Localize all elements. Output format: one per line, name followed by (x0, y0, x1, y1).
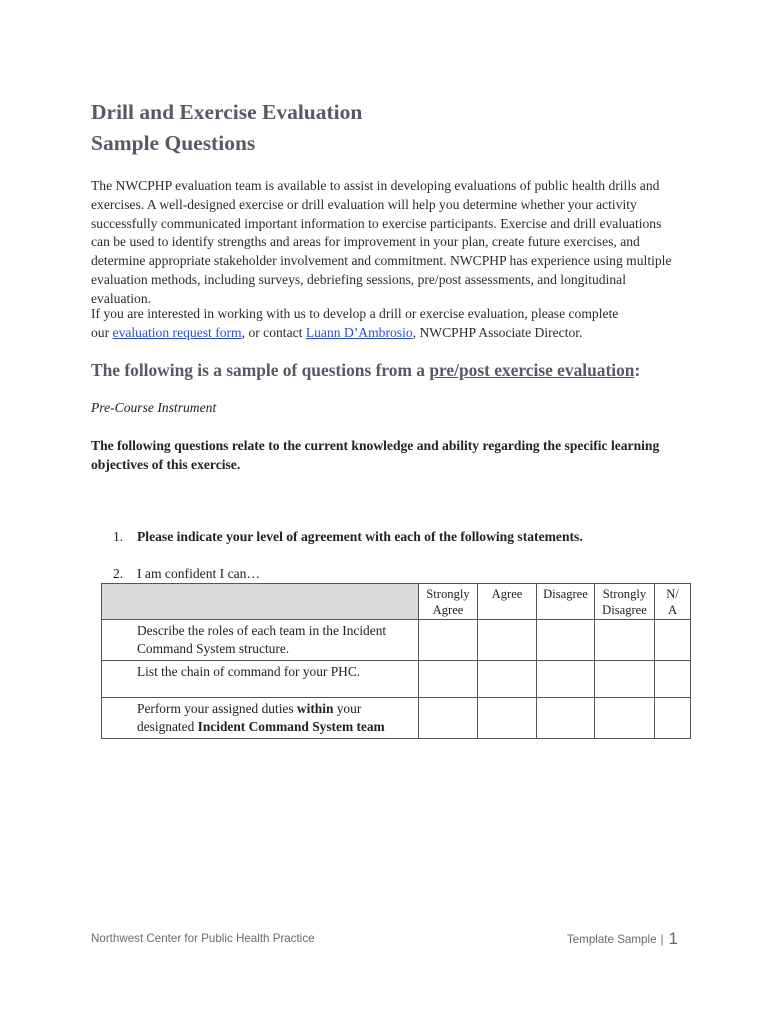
rating-cell-agree[interactable] (478, 620, 537, 661)
rating-cell-strongly-disagree[interactable] (595, 661, 655, 698)
header-blank-cell (102, 584, 419, 620)
title-line-1: Drill and Exercise Evaluation (91, 100, 363, 124)
rating-cell-strongly-disagree[interactable] (595, 620, 655, 661)
table-row (102, 661, 691, 698)
footer-label: Template Sample (566, 933, 657, 946)
section-heading-prefix: The following is a sample of questions from a (91, 360, 430, 380)
contact-suffix: , NWCPHP Associate Director. (412, 324, 583, 340)
rating-cell-strongly-disagree[interactable] (595, 698, 655, 739)
column-header-strongly-agree: Strongly Agree (419, 584, 478, 620)
column-header-na: N/ A (655, 584, 691, 620)
intro-paragraph: The NWCPHP evaluation team is available to assist in developing evaluations of public health drills and exercises. A well-designed exercise or drill evaluation will help you determine whether your activity successfully communicated important information to exercise participants. Exercise and drill evaluations can be used to identify strengths and areas for improvement in your plan, create future exercises, and determine appropriate stakeholder involvement and commitment. NWCPHP has experience using multiple evaluation methods, including surveys, debriefing sessions, pre/post assessments, and longitudinal evaluation. (91, 178, 672, 306)
question-2 (113, 566, 260, 582)
contact-person-link[interactable]: Luann D’Ambrosio (305, 324, 413, 340)
question-number: 1. (113, 529, 124, 544)
rating-cell-agree[interactable] (478, 698, 537, 739)
rating-table (101, 583, 691, 739)
rating-cell-strongly-agree[interactable] (419, 661, 478, 698)
table-header-row (102, 584, 691, 620)
contact-paragraph (91, 305, 681, 343)
footer-separator: | (660, 933, 664, 946)
column-header-disagree: Disagree (537, 584, 595, 620)
section-heading (91, 360, 640, 381)
question-text: I am confident I can… (137, 566, 261, 581)
section-heading-suffix: : (634, 360, 641, 380)
column-header-strongly-disagree: Strongly Disagree (595, 584, 655, 620)
table-row (102, 698, 691, 739)
instructions: The following questions relate to the current knowledge and ability regarding the specific learning objectives of this exercise. (91, 438, 660, 472)
rating-cell-na[interactable] (655, 661, 691, 698)
rating-cell-disagree[interactable] (537, 620, 595, 661)
section-heading-underlined: pre/post exercise evaluation (429, 360, 635, 380)
page-number: 1 (668, 929, 678, 948)
page-title (91, 97, 362, 159)
rating-cell-strongly-agree[interactable] (419, 698, 478, 739)
rating-cell-strongly-agree[interactable] (419, 620, 478, 661)
question-number: 2. (113, 566, 124, 581)
rating-cell-agree[interactable] (478, 661, 537, 698)
column-header-agree: Agree (478, 584, 537, 620)
footer-org: Northwest Center for Public Health Practice (91, 932, 315, 945)
rating-cell-disagree[interactable] (537, 698, 595, 739)
statement-cell: Perform your assigned duties within your designated Incident Command System team (102, 698, 419, 739)
contact-prefix: our (91, 324, 113, 340)
question-text: Please indicate your level of agreement with each of the following statements. (137, 529, 583, 544)
instrument-label: Pre-Course Instrument (91, 400, 217, 415)
rating-cell-disagree[interactable] (537, 661, 595, 698)
question-1 (113, 529, 583, 545)
statement-cell: List the chain of command for your PHC. (102, 661, 419, 698)
table-row (102, 620, 691, 661)
evaluation-request-form-link[interactable]: evaluation request form (112, 324, 242, 340)
title-line-2: Sample Questions (91, 131, 256, 155)
statement-cell: Describe the roles of each team in the Incident Command System structure. (102, 620, 419, 661)
rating-cell-na[interactable] (655, 620, 691, 661)
rating-cell-na[interactable] (655, 698, 691, 739)
footer-page-info (567, 929, 678, 949)
contact-middle: , or contact (241, 324, 306, 340)
contact-line-1: If you are interested in working with us to develop a drill or exercise evaluation, please complete (91, 306, 619, 321)
